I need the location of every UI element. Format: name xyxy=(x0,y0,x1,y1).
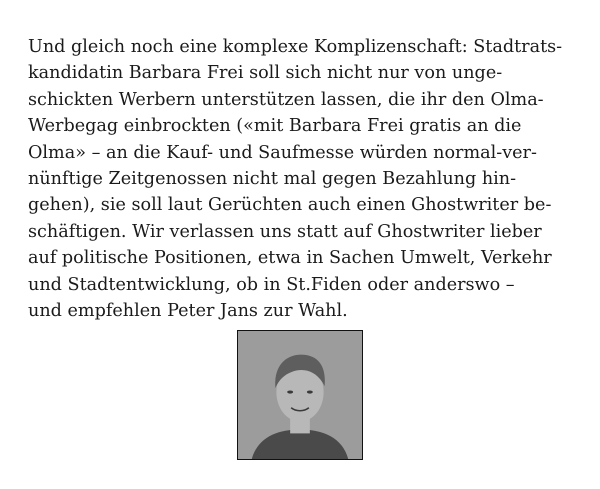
article-line: Und gleich noch eine komplexe Komplizenschaft: Stadtrats- xyxy=(28,37,563,57)
article-line: nünftige Zeitgenossen nicht mal gegen Bezahlung hin- xyxy=(28,169,517,190)
portrait-eye-left xyxy=(287,390,293,393)
article-line: und Stadtentwicklung, ob in St.Fiden oder anderswo – xyxy=(28,274,515,295)
article-line: und empfehlen Peter Jans zur Wahl. xyxy=(28,301,348,322)
portrait-illustration xyxy=(238,331,362,459)
article-paragraph xyxy=(28,34,588,324)
article-line: gehen), sie soll laut Gerüchten auch einen Ghostwriter be- xyxy=(28,195,552,216)
portrait-photo xyxy=(237,330,363,460)
article-line: schickten Werbern unterstützen lassen, die ihr den Olma- xyxy=(28,89,544,110)
article-line: auf politische Positionen, etwa in Sachen Umwelt, Verkehr xyxy=(28,248,552,269)
article-line: schäftigen. Wir verlassen uns statt auf Ghostwriter lieber xyxy=(28,221,542,242)
article-line: kandidatin Barbara Frei soll sich nicht nur von unge- xyxy=(28,63,503,84)
portrait-eye-right xyxy=(307,390,313,393)
article-line: Werbegag einbrockten («mit Barbara Frei gratis an die xyxy=(28,116,522,137)
article-line: Olma» – an die Kauf- und Saufmesse würden normal-ver- xyxy=(28,142,537,163)
